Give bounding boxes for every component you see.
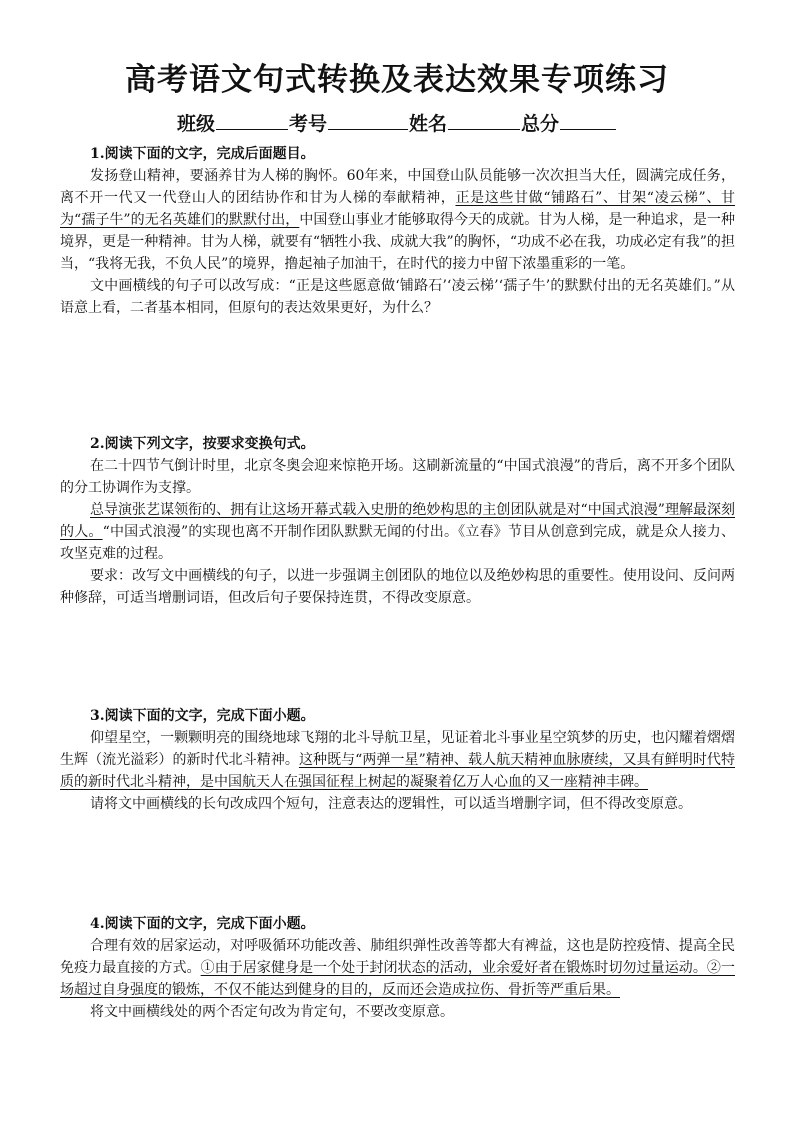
question-3-underlined-sentence: 这种既与“两弹一星”精神、载人航天精神血脉赓续，又具有鲜明时代特质的新时代北斗精神，是中国航天人在强国征程上树起的凝聚着亿万人心血的又一座精神丰碑。 xyxy=(60,752,735,790)
question-3-passage-text-a: 仰望星空，一颗颗明亮的围绕地球飞翔的北斗导航卫星，见证着北斗事业星空筑梦的历史，也闪耀着熠熠生辉（流光溢彩）的新时代北斗精神。 xyxy=(60,730,735,768)
question-2-passage-p1: 在二十四节气倒计时里，北京冬奥会迎来惊艳开场。这刷新流量的“中国式浪漫”的背后，离不开多个团队的分工协调作为支撑。 xyxy=(60,458,735,496)
question-2-passage-text-b: “中国式浪漫”的实现也离不开制作团队默默无闻的付出。《立春》节目从创意到完成，就是众人接力、攻坚克难的过程。 xyxy=(60,524,736,562)
class-blank[interactable] xyxy=(216,111,288,130)
class-label: 班级 xyxy=(176,113,215,135)
name-label: 姓名 xyxy=(409,113,448,135)
question-2 xyxy=(60,433,735,609)
page-title: 高考语文句式转换及表达效果专项练习 xyxy=(125,62,669,98)
question-1-passage xyxy=(60,165,735,275)
question-1 xyxy=(60,143,735,319)
question-4 xyxy=(60,913,735,1023)
question-2-passage-p2 xyxy=(60,499,735,565)
question-1-heading: 1.阅读下面的文字，完成后面题目。 xyxy=(90,146,315,162)
question-3-passage xyxy=(60,727,735,793)
question-2-underlined-sentence: 总导演张艺谋领衔的、拥有让这场开幕式载入史册的绝妙构思的主创团队就是对“中国式浪漫”理解最深刻的人。 xyxy=(60,502,735,540)
question-4-passage xyxy=(60,935,735,1001)
question-3 xyxy=(60,705,735,815)
question-3-heading: 3.阅读下面的文字，完成下面小题。 xyxy=(90,708,315,724)
name-blank[interactable] xyxy=(448,111,520,130)
question-1-passage-text-a: 发扬登山精神，要涵养甘为人梯的胸怀。60年来，中国登山队员能够一次次担当大任，圆满完成任务，离不开一代又一代登山人的团结协作和甘为人梯的奉献精神， xyxy=(60,168,735,206)
score-label: 总分 xyxy=(521,113,560,135)
exam-no-blank[interactable] xyxy=(328,111,408,130)
question-2-heading: 2.阅读下列文字，按要求变换句式。 xyxy=(90,436,315,452)
score-blank[interactable] xyxy=(560,111,616,130)
question-4-heading: 4.阅读下面的文字，完成下面小题。 xyxy=(90,916,315,932)
student-info-line xyxy=(0,111,794,137)
question-4-passage-text-a: 合理有效的居家运动，对呼吸循环功能改善、肺组织弹性改善等都大有裨益，这也是防控疫情、提高全民免疫力最直接的方式。 xyxy=(60,938,735,976)
question-1-underlined-sentence: 正是这些甘做“铺路石”、甘架“凌云梯”、甘为“孺子牛”的无名英雄们的默默付出， xyxy=(60,190,736,228)
question-4-prompt: 将文中画横线处的两个否定句改为肯定句，不要改变原意。 xyxy=(90,1004,454,1020)
question-1-prompt: 文中画横线的句子可以改写成：“正是这些愿意做‘铺路石’‘凌云梯’‘孺子牛’的默默付出的无名英雄们。”从语意上看，二者基本相同，但原句的表达效果更好，为什么？ xyxy=(60,278,735,316)
question-1-passage-text-b: 中国登山事业才能够取得今天的成就。甘为人梯，是一种追求，是一种境界，更是一种精神。甘为人梯，就要有“牺牲小我、成就大我”的胸怀，“功成不必在我，功成必定有我”的担当，“我将无我，不负人民”的境界，撸起袖子加油干，在时代的接力中留下浓墨重彩的一笔。 xyxy=(60,212,735,272)
question-3-prompt: 请将文中画横线的长句改成四个短句，注意表达的逻辑性，可以适当增删字词，但不得改变原意。 xyxy=(90,796,692,812)
question-2-requirement: 要求：改写文中画横线的句子，以进一步强调主创团队的地位以及绝妙构思的重要性。使用设问、反问两种修辞，可适当增删词语，但改后句子要保持连贯，不得改变原意。 xyxy=(60,568,735,606)
question-4-underlined-sentences: ①由于居家健身是一个处于封闭状态的活动，业余爱好者在锻炼时切勿过量运动。②一场超过自身强度的锻炼，不仅不能达到健身的目的，反而还会造成拉伤、骨折等严重后果。 xyxy=(60,960,735,998)
exam-no-label: 考号 xyxy=(288,113,327,135)
